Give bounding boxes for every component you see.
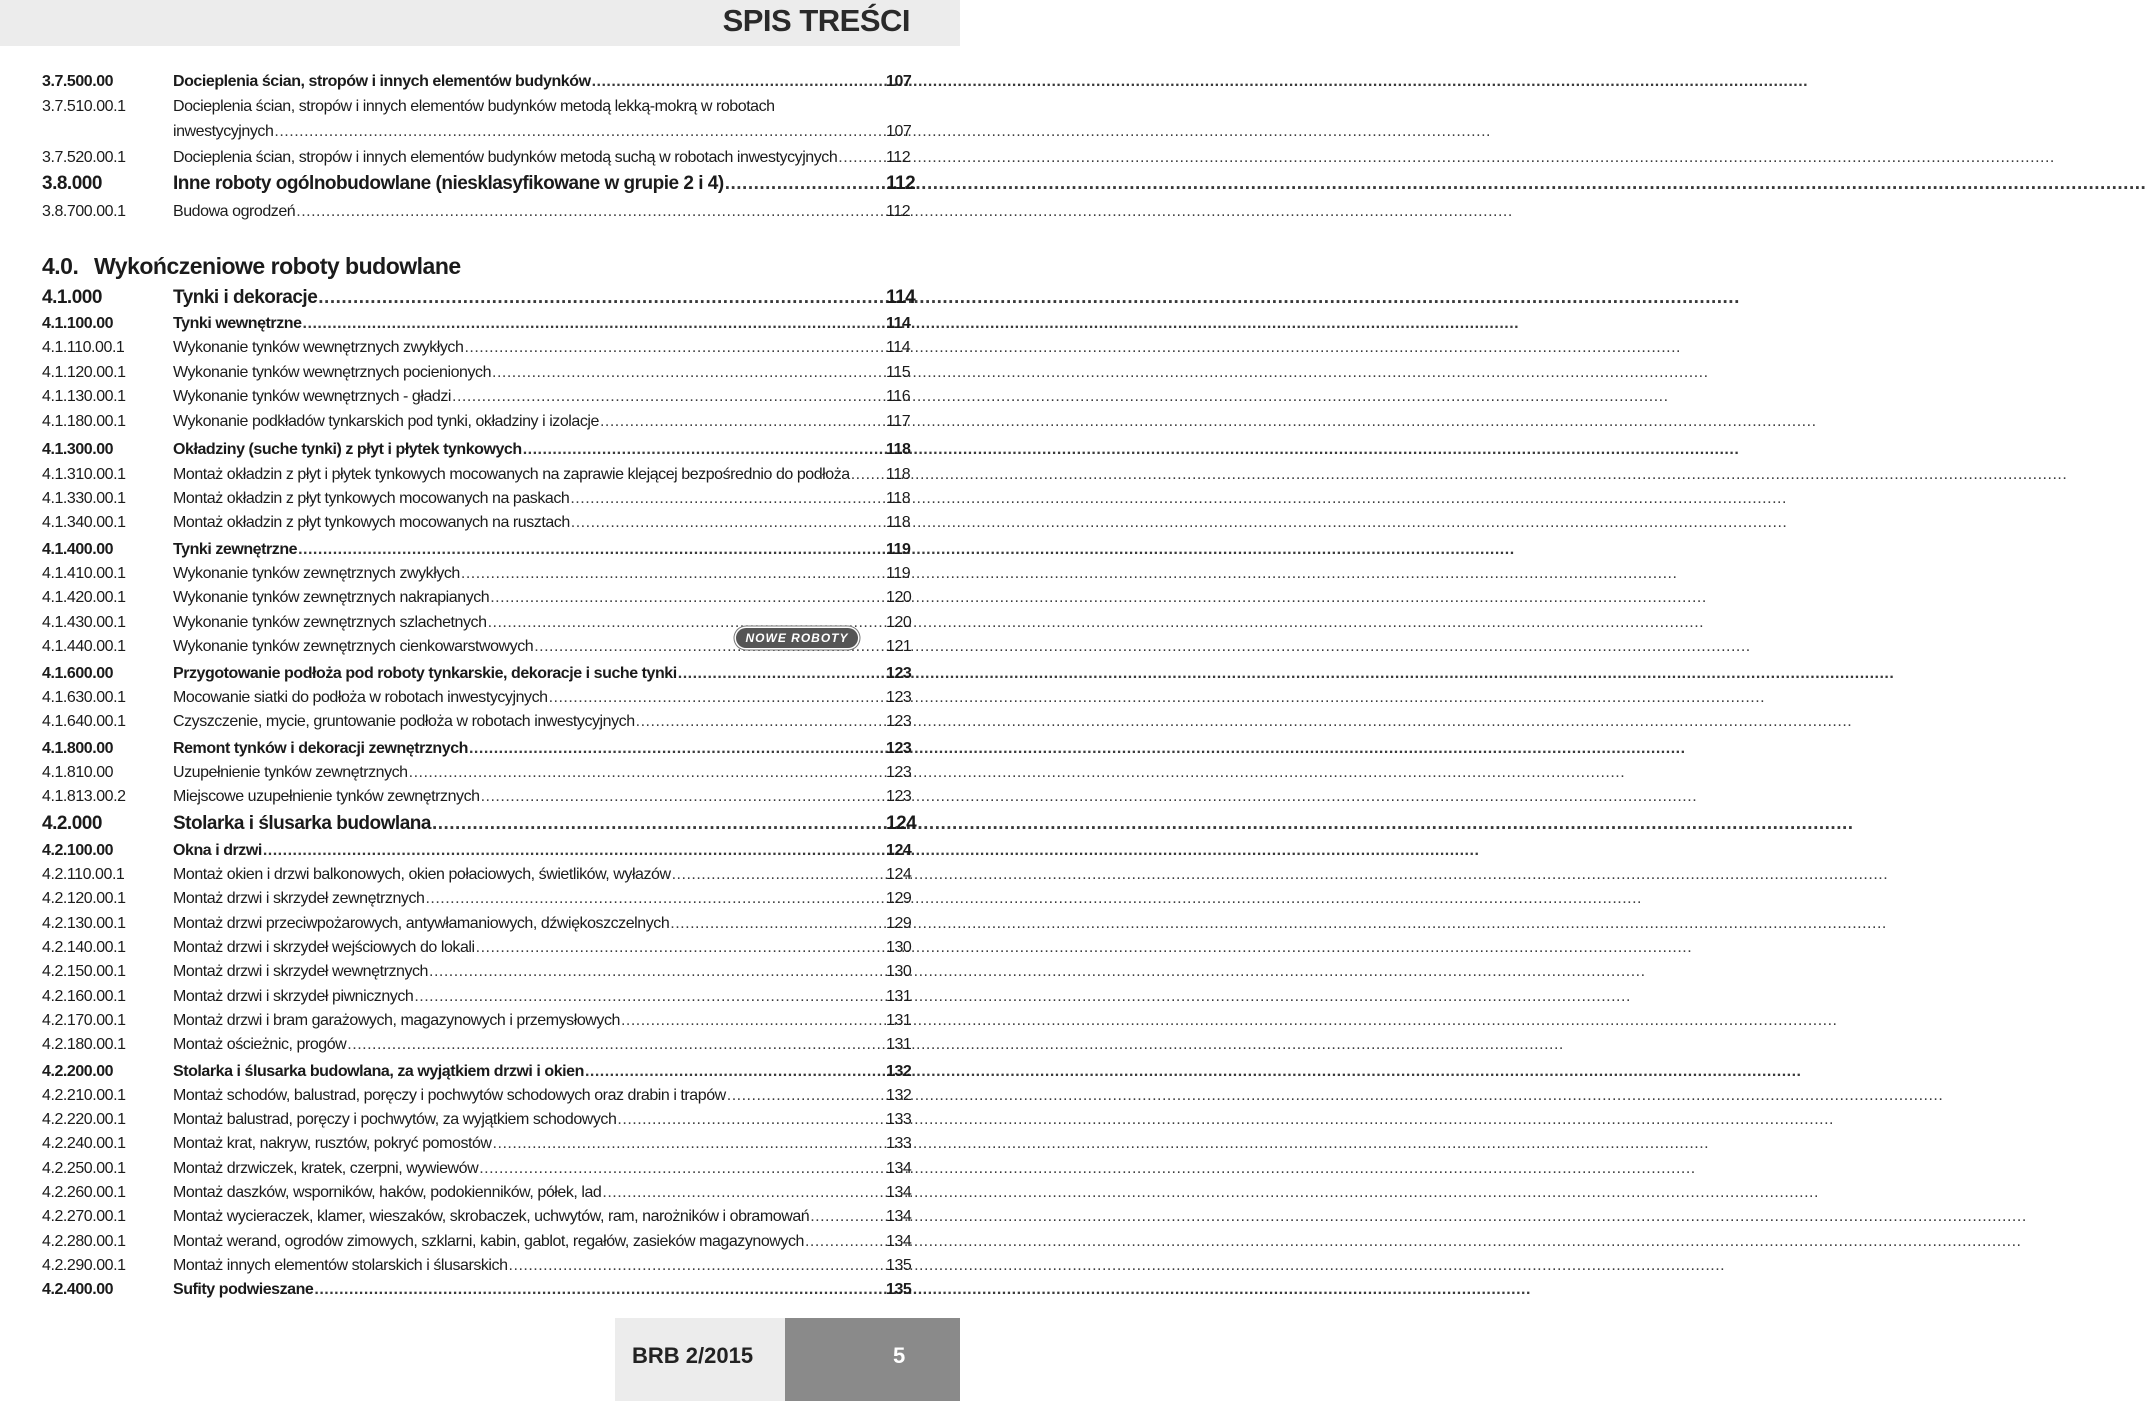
toc-entry-title: Wykonanie tynków zewnętrznych zwykłych [173,565,460,582]
dot-leader [617,1108,878,1132]
toc-entry-title: Montaż okładzin z płyt tynkowych mocowanych na rusztach [173,514,570,531]
dot-leader [481,785,878,809]
dot-leader [414,985,878,1009]
toc-entry-title: Montaż werand, ogrodów zimowych, szklarni, kabin, gablot, regałów, zasieków magazynowych [173,1233,804,1250]
toc-entry-title: Montaż okładzin z płyt tynkowych mocowanych na paskach [173,490,570,507]
toc-entry-page: 123 [886,689,912,706]
dot-leader [469,737,878,761]
toc-entry-page: 114 [886,315,911,332]
toc-entry-title: Wykonanie tynków zewnętrznych nakrapianych [173,589,490,606]
dot-leader [672,863,878,887]
toc-entry-title: Montaż okładzin z płyt i płytek tynkowych mocowanych na zaprawie klejącej bezpośrednio do podłoża [173,466,850,483]
toc-entry [42,1060,910,1084]
toc-entry [42,686,910,710]
toc-entry-title: Montaż drzwi i bram garażowych, magazynowych i przemysłowych [173,1012,620,1029]
toc-entry-page: 117 [886,413,911,430]
toc-entry-title: Montaż okien i drzwi balkonowych, okien połaciowych, świetlików, wyłazów [173,866,671,883]
dot-leader [523,438,878,462]
toc-entry-code: 4.2.130.00.1 [42,915,126,932]
dot-leader [725,172,878,196]
toc-entry-code: 4.2.270.00.1 [42,1208,126,1225]
toc-entry-title: Montaż balustrad, poręczy i pochwytów, za wyjątkiem schodowych [173,1111,617,1128]
dot-leader [585,1060,878,1084]
toc-entry [42,463,910,487]
dot-leader [851,463,878,487]
dot-leader [592,70,878,94]
toc-entry-title: Docieplenia ścian, stropów i innych elementów budynków [173,73,591,90]
dot-leader [303,312,878,336]
toc-entry [42,737,910,761]
toc-entry-code: 4.1.130.00.1 [42,388,126,405]
toc-entry-code: 3.7.500.00 [42,73,114,90]
toc-entry [42,710,910,734]
toc-entry-page: 129 [886,890,912,907]
toc-entry [42,361,910,385]
toc-entry-code: 4.2.110.00.1 [42,866,125,883]
toc-entry-title: Wykonanie podkładów tynkarskich pod tynki, okładziny i izolacje [173,413,599,430]
toc-entry-page: 135 [886,1281,912,1298]
toc-entry [42,286,916,310]
toc-entry-code: 4.2.180.00.1 [42,1036,126,1053]
dot-leader [602,1181,878,1205]
page-header [0,0,960,46]
dot-leader [409,761,878,785]
toc-entry-code: 3.8.700.00.1 [42,203,126,220]
dot-leader [636,710,878,734]
toc-entry-title: Docieplenia ścian, stropów i innych elementów budynków metodą lekką-mokrą w robotach [173,98,775,115]
section-heading [42,251,461,281]
toc-entry-title: Tynki wewnętrzne [173,315,302,332]
toc-entry-code: 3.8.000 [42,173,102,194]
toc-entry-page: 123 [886,788,912,805]
toc-entry-title: Budowa ogrodzeń [173,203,296,220]
dot-leader [492,361,878,385]
toc-entry-title: Montaż drzwi i skrzydeł wewnętrznych [173,963,428,980]
toc-entry-title: Montaż ościeżnic, progów [173,1036,347,1053]
toc-entry-code: 4.1.300.00 [42,441,114,458]
toc-entry [42,1033,910,1057]
toc-entry-page: 107 [886,123,912,140]
toc-entry-code: 4.1.180.00.1 [42,413,126,430]
toc-entry-page: 135 [886,1257,912,1274]
toc-entry [42,863,910,887]
toc-entry [42,120,910,144]
dot-leader [274,120,878,144]
toc-entry-code: 4.2.280.00.1 [42,1233,126,1250]
dot-leader [479,1157,878,1181]
toc-entry [42,936,910,960]
toc-entry-title: Montaż drzwi i skrzydeł wejściowych do lokali [173,939,475,956]
toc-entry-code: 4.1.120.00.1 [42,364,126,381]
page-title: SPIS TREŚCI [722,3,910,38]
toc-entry [42,1009,910,1033]
dot-leader [727,1084,878,1108]
toc-entry-page: 112 [886,149,911,166]
dot-leader [678,662,878,686]
toc-entry [42,385,910,409]
toc-entry-code: 4.2.170.00.1 [42,1012,126,1029]
toc-entry-code: 4.1.630.00.1 [42,689,126,706]
toc-entry-title: Wykonanie tynków wewnętrznych pocienionych [173,364,492,381]
toc-entry-title: Przygotowanie podłoża pod roboty tynkarskie, dekoracje i suche tynki [173,665,677,682]
toc-entry [42,1181,910,1205]
toc-entry-title: Remont tynków i dekoracji zewnętrznych [173,740,468,757]
toc-entry-code: 4.1.110.00.1 [42,339,125,356]
toc-entry-code: 4.1.600.00 [42,665,114,682]
toc-entry-title: Inne roboty ogólnobudowlane (niesklasyfikowane w grupie 2 i 4) [173,173,724,194]
toc-entry [42,761,910,785]
toc-entry-page: 131 [886,1036,912,1053]
toc-entry-page: 123 [886,740,912,757]
toc-entry [42,95,910,119]
toc-entry [42,410,910,434]
toc-entry-code: 4.2.200.00 [42,1063,114,1080]
toc-entry-title: Montaż drzwi i skrzydeł zewnętrznych [173,890,425,907]
toc-entry-title: Tynki zewnętrzne [173,541,298,558]
toc-entry-page: 132 [886,1063,912,1080]
toc-entry-title: Montaż krat, nakryw, rusztów, pokryć pomostów [173,1135,492,1152]
toc-entry [42,562,910,586]
toc-entry-page: 134 [886,1208,912,1225]
toc-entry-page: 119 [886,541,911,558]
dot-leader [805,1230,878,1254]
toc-entry-code: 4.1.440.00.1 [42,638,126,655]
toc-entry-page: 124 [886,842,912,859]
toc-entry-title: Montaż wycieraczek, klamer, wieszaków, skrobaczek, uchwytów, ram, narożników i obramowań [173,1208,810,1225]
toc-entry [42,336,910,360]
toc-entry [42,487,910,511]
toc-entry [42,1278,910,1302]
toc-entry [42,1230,910,1254]
dot-leader [461,562,878,586]
toc-entry-page: 116 [886,388,911,405]
toc-entry-title: Montaż drzwi i skrzydeł piwnicznych [173,988,414,1005]
dot-leader [549,686,878,710]
toc-entry-title: Wykonanie tynków wewnętrznych - gładzi [173,388,451,405]
toc-entry-code: 4.2.140.00.1 [42,939,126,956]
magazine-issue: BRB 2/2015 [632,1343,754,1368]
toc-entry [42,200,910,224]
toc-entry-page: 107 [886,73,912,90]
toc-entry-page: 123 [886,764,912,781]
toc-entry-title: Tynki i dekoracje [173,287,318,308]
dot-leader [509,1254,878,1278]
dot-leader [464,336,878,360]
toc-entry-page: 118 [886,466,911,483]
toc-entry-page: 120 [886,589,912,606]
toc-entry-page: 115 [886,364,911,381]
dot-leader [452,385,878,409]
toc-entry-title: Montaż schodów, balustrad, poręczy i pochwytów schodowych oraz drabin i trapów [173,1087,726,1104]
toc-entry [42,438,910,462]
toc-entry-page: 120 [886,614,912,631]
dot-leader [425,887,878,911]
toc-entry-page: 131 [886,1012,912,1029]
toc-entry-title: inwestycyjnych [173,123,274,140]
toc-entry-code: 4.2.260.00.1 [42,1184,126,1201]
toc-entry-page: 133 [886,1111,912,1128]
toc-entry-code: 4.1.400.00 [42,541,114,558]
toc-entry-page: 124 [886,866,912,883]
toc-entry-code: 4.1.410.00.1 [42,565,126,582]
toc-entry-page: 130 [886,963,912,980]
toc-entry-title: Czyszczenie, mycie, gruntowanie podłoża w robotach inwestycyjnych [173,713,635,730]
toc-entry [42,1108,910,1132]
dot-leader [600,410,878,434]
dot-leader [429,960,878,984]
toc-entry [42,1254,910,1278]
toc-entry-page: 132 [886,1087,912,1104]
toc-entry [42,887,910,911]
dot-leader [476,936,878,960]
dot-leader [810,1205,878,1229]
toc-entry-code: 4.1.640.00.1 [42,713,126,730]
toc-entry-page: 112 [886,203,911,220]
toc-entry [42,1132,910,1156]
toc-entry [42,586,910,610]
toc-entry [42,839,910,863]
toc-entry-page: 134 [886,1160,912,1177]
toc-entry-page: 123 [886,665,912,682]
toc-entry-code: 4.2.250.00.1 [42,1160,126,1177]
toc-entry [42,511,910,535]
dot-leader [838,146,878,170]
toc-entry-title: Sufity podwieszane [173,1281,314,1298]
toc-entry-page: 112 [886,173,916,194]
dot-leader [571,511,878,535]
toc-entry-code: 4.1.430.00.1 [42,614,126,631]
toc-entry-title: Uzupełnienie tynków zewnętrznych [173,764,408,781]
toc-entry-page: 124 [886,813,917,834]
toc-entry-code: 3.7.520.00.1 [42,149,126,166]
toc-entry-page: 114 [886,287,916,308]
toc-entry [42,1084,910,1108]
dot-leader [296,200,878,224]
toc-entry-title: Okna i drzwi [173,842,262,859]
dot-leader [621,1009,878,1033]
toc-entry [42,812,917,836]
dot-leader [298,538,878,562]
toc-entry-title: Montaż innych elementów stolarskich i ślusarskich [173,1257,508,1274]
dot-leader [570,487,878,511]
toc-entry-page: 118 [886,441,911,458]
toc-entry [42,785,910,809]
toc-entry [42,146,910,170]
toc-entry-title: Montaż daszków, wsporników, haków, podokienników, półek, lad [173,1184,602,1201]
toc-entry-code: 4.2.160.00.1 [42,988,126,1005]
toc-entry-page: 129 [886,915,912,932]
toc-entry-page: 134 [886,1184,912,1201]
section-title: Wykończeniowe roboty budowlane [94,253,461,279]
toc-entry [42,1157,910,1181]
toc-entry-title: Docieplenia ścian, stropów i innych elementów budynków metodą suchą w robotach inwestycyjnych [173,149,838,166]
toc-entry-page: 130 [886,939,912,956]
toc-entry [42,70,910,94]
toc-entry-code: 4.2.290.00.1 [42,1257,126,1274]
toc-entry-page: 118 [886,514,911,531]
toc-entry-title: Stolarka i ślusarka budowlana, za wyjątkiem drzwi i okien [173,1063,584,1080]
toc-entry-code: 4.1.420.00.1 [42,589,126,606]
footer-page-box [785,1318,960,1401]
toc-entry [42,1205,910,1229]
toc-entry-page: 134 [886,1233,912,1250]
toc-entry-code: 4.2.100.00 [42,842,114,859]
toc-entry-title: Wykonanie tynków wewnętrznych zwykłych [173,339,464,356]
toc-entry [42,960,910,984]
toc-entry-code: 4.2.400.00 [42,1281,114,1298]
toc-entry-title: Miejscowe uzupełnienie tynków zewnętrznych [173,788,480,805]
toc-entry-code: 4.1.000 [42,287,102,308]
toc-entry [42,312,910,336]
toc-entry [42,662,910,686]
dot-leader [432,812,878,836]
toc-entry-code: 4.1.340.00.1 [42,514,126,531]
toc-entry-title: Wykonanie tynków zewnętrznych cienkowarstwowych [173,638,534,655]
toc-entry-title: Stolarka i ślusarka budowlana [173,813,431,834]
toc-entry-code: 4.1.310.00.1 [42,466,126,483]
toc-entry [42,912,910,936]
toc-entry-code: 4.1.810.00 [42,764,114,781]
toc-entry-title: Montaż drzwiczek, kratek, czerpni, wywiewów [173,1160,479,1177]
toc-entry [42,172,916,196]
dot-leader [263,839,878,863]
toc-entry-page: 114 [886,339,911,356]
toc-entry-title: Wykonanie tynków zewnętrznych szlachetnych [173,614,487,631]
dot-leader [490,586,878,610]
toc-entry-page: 119 [886,565,911,582]
toc-entry-code: 4.2.240.00.1 [42,1135,126,1152]
toc-entry-code: 4.2.150.00.1 [42,963,126,980]
toc-entry-code: 4.2.210.00.1 [42,1087,126,1104]
toc-entry-code: 4.1.813.00.2 [42,788,126,805]
toc-entry-page: 133 [886,1135,912,1152]
dot-leader [318,286,878,310]
toc-entry-page: 131 [886,988,912,1005]
toc-entry-code: 3.7.510.00.1 [42,98,126,115]
toc-entry-code: 4.2.120.00.1 [42,890,126,907]
toc-entry-title: Okładziny (suche tynki) z płyt i płytek tynkowych [173,441,522,458]
toc-entry [42,985,910,1009]
toc-entry-code: 4.1.800.00 [42,740,114,757]
dot-leader [314,1278,878,1302]
toc-entry-page: 123 [886,713,912,730]
section-number: 4.0. [42,253,79,279]
toc-entry-code: 4.2.220.00.1 [42,1111,126,1128]
toc-entry-code: 4.1.330.00.1 [42,490,126,507]
toc-entry-page: 121 [886,638,912,655]
page-number: 5 [893,1343,906,1368]
new-works-badge: NOWE ROBOTY [736,628,858,648]
toc-entry-page: 118 [886,490,911,507]
dot-leader [670,912,878,936]
dot-leader [493,1132,878,1156]
toc-entry-title: Montaż drzwi przeciwpożarowych, antywłamaniowych, dźwiękoszczelnych [173,915,670,932]
toc-entry-code: 4.2.000 [42,813,102,834]
toc-entry [42,538,910,562]
dot-leader [347,1033,878,1057]
toc-entry-code: 4.1.100.00 [42,315,114,332]
toc-entry-title: Mocowanie siatki do podłoża w robotach inwestycyjnych [173,689,548,706]
